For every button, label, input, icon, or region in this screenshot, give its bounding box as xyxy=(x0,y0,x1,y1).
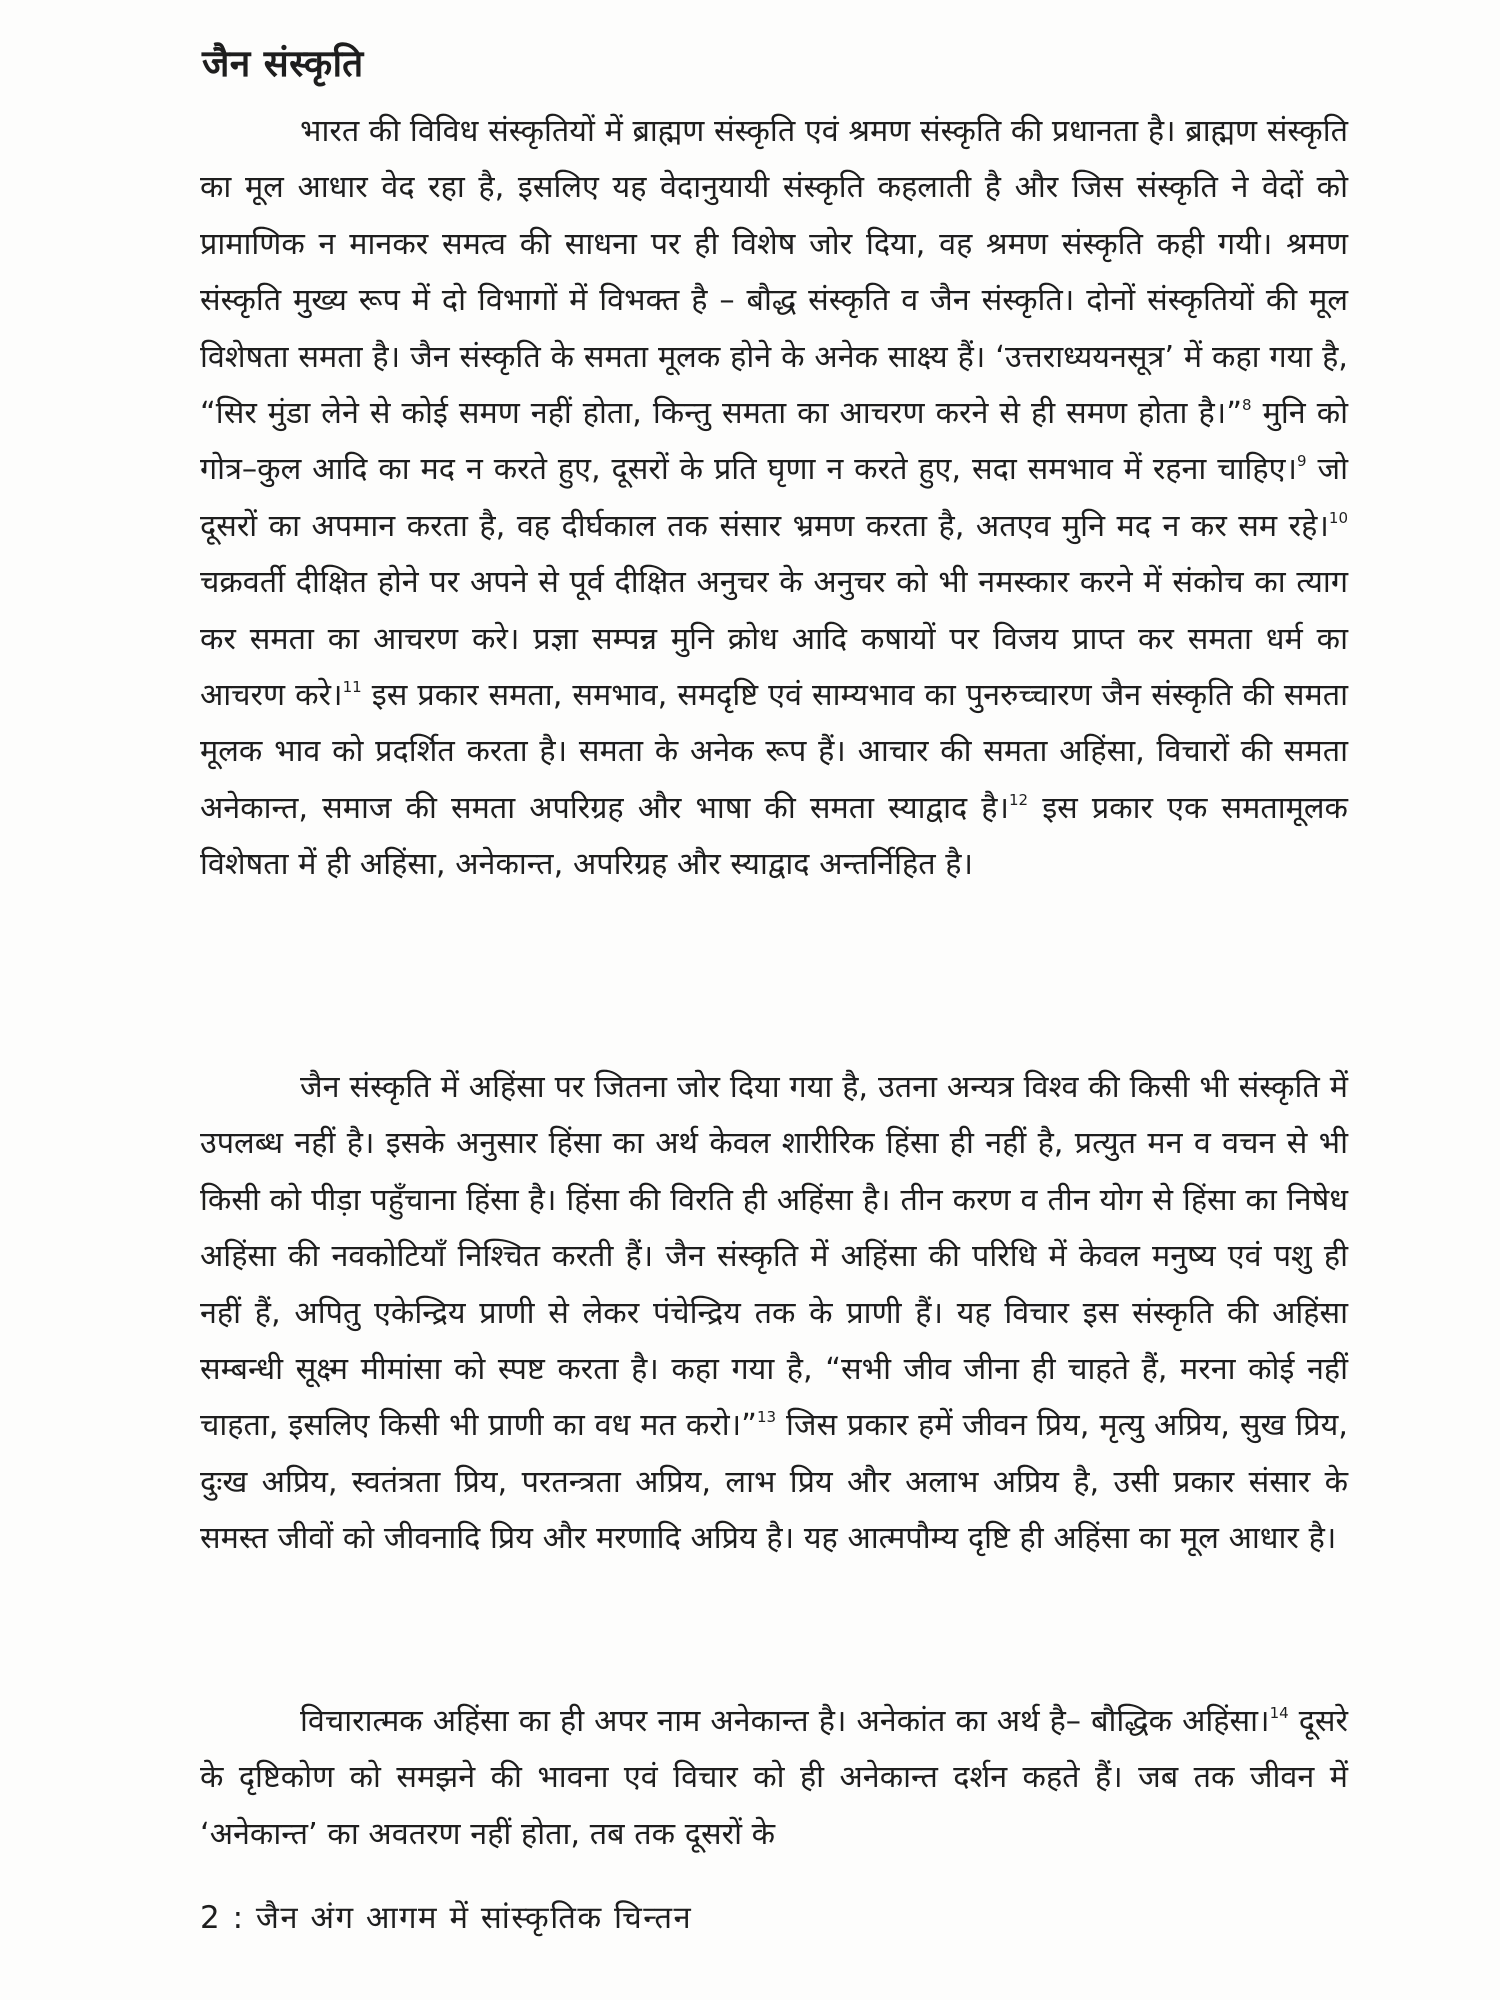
footnote-marker: 9 xyxy=(1297,452,1307,471)
paragraph-text: मुनि को गोत्र–कुल आदि का मद न करते हुए, दूसरों के प्रति घृणा न करते हुए, सदा समभाव में रहना चाहिए। xyxy=(200,396,1349,488)
paragraph-text: जिस प्रकार हमें जीवन प्रिय, मृत्यु अप्रिय, सुख प्रिय, दुःख अप्रिय, स्वतंत्रता प्रिय, परतन्त्रता अप्रिय, लाभ प्रिय और अलाभ अप्रिय है, उसी प्रकार संसार के समस्त जीवों को जीवनादि प्रिय और मरणादि अप्रिय है। यह आत्मपौम्य दृष्टि ही अहिंसा का मूल आधार है। xyxy=(200,1408,1348,1557)
paragraph-text: दूसरे के दृष्टिकोण को समझने की भावना एवं विचार को ही अनेकान्त दर्शन कहते हैं। जब तक जीवन में ‘अनेकान्त’ का अवतरण नहीं होता, तब तक दूसरों के xyxy=(200,1704,1348,1852)
paragraph-text: भारत की विविध संस्कृतियों में ब्राह्मण संस्कृति एवं श्रमण संस्कृति की प्रधानता है। ब्राह्मण संस्कृति का मूल आधार वेद रहा है, इसलिए यह वेदानुयायी संस्कृति कहलाती है और जिस संस्कृति ने वेदों को प्रामाणिक न मानकर समत्व की साधना पर ही विशेष जोर दिया, वह श्रमण संस्कृति कही गयी। श्रमण संस्कृति मुख्य रूप में दो विभागों में विभक्त है – बौद्ध संस्कृति व जैन संस्कृति। दोनों संस्कृतियों की मूल विशेषता समता है। जैन संस्कृति के समता मूलक होने के अनेक साक्ष्य हैं। ‘उत्तराध्ययनसूत्र’ में कहा गया है, “सिर मुंडा लेने से कोई समण नहीं होता, किन्तु समता का आचरण करने से ही समण होता है।” xyxy=(200,114,1348,432)
footnote-marker: 12 xyxy=(1009,790,1029,809)
footnote-marker: 10 xyxy=(1328,508,1348,527)
paragraph-1 xyxy=(200,104,1348,894)
paragraph-text: जैन संस्कृति में अहिंसा पर जितना जोर दिया गया है, उतना अन्यत्र विश्व की किसी भी संस्कृति में उपलब्ध नहीं है। इसके अनुसार हिंसा का अर्थ केवल शारीरिक हिंसा ही नहीं है, प्रत्युत मन व वचन से भी किसी को पीड़ा पहुँचाना हिंसा है। हिंसा की विरति ही अहिंसा है। तीन करण व तीन योग से हिंसा का निषेध अहिंसा की नवकोटियाँ निश्चित करती हैं। जैन संस्कृति में अहिंसा की परिधि में केवल मनुष्य एवं पशु ही नहीं हैं, अपितु एकेन्द्रिय प्राणी से लेकर पंचेन्द्रिय तक के प्राणी हैं। यह विचार इस संस्कृति की अहिंसा सम्बन्धी सूक्ष्म मीमांसा को स्पष्ट करता है। कहा गया है, “सभी जीव जीना ही चाहते हैं, मरना कोई नहीं चाहता, इसलिए किसी भी प्राणी का वध मत करो।” xyxy=(200,1070,1348,1444)
footnote-marker: 13 xyxy=(756,1408,777,1427)
paragraph-2 xyxy=(200,1060,1348,1568)
paragraph-text: इस प्रकार एक समतामूलक विशेषता में ही अहिंसा, अनेकान्त, अपरिग्रह और स्याद्वाद अन्तर्निहित है। xyxy=(200,790,1348,883)
footnote-marker: 11 xyxy=(342,678,362,697)
paragraph-text: चक्रवर्ती दीक्षित होने पर अपने से पूर्व दीक्षित अनुचर के अनुचर को भी नमस्कार करने में संकोच का त्याग कर समता का आचरण करे। प्रज्ञा सम्पन्न मुनि क्रोध आदि कषायों पर विजय प्राप्त कर समता धर्म का आचरण करे। xyxy=(200,565,1348,714)
paragraph-text: जो दूसरों का अपमान करता है, वह दीर्घकाल तक संसार भ्रमण करता है, अतएव मुनि मद न कर सम रहे। xyxy=(200,452,1348,544)
paragraph-text: विचारात्मक अहिंसा का ही अपर नाम अनेकान्त है। अनेकांत का अर्थ है– बौद्धिक अहिंसा। xyxy=(300,1704,1270,1739)
paragraph-3 xyxy=(200,1694,1348,1863)
footnote-marker: 14 xyxy=(1269,1704,1289,1722)
paragraph-text: इस प्रकार समता, समभाव, समदृष्टि एवं साम्यभाव का पुनरुच्चारण जैन संस्कृति की समता मूलक भाव को प्रदर्शित करता है। समता के अनेक रूप हैं। आचार की समता अहिंसा, विचारों की समता अनेकान्त, समाज की समता अपरिग्रह और भाषा की समता स्याद्वाद है। xyxy=(200,678,1349,826)
footnote-marker: 8 xyxy=(1242,396,1252,415)
page-footer: 2 : जैन अंग आगम में सांस्कृतिक चिन्तन xyxy=(200,1900,693,1936)
page-title: जैन संस्कृति xyxy=(202,42,364,85)
